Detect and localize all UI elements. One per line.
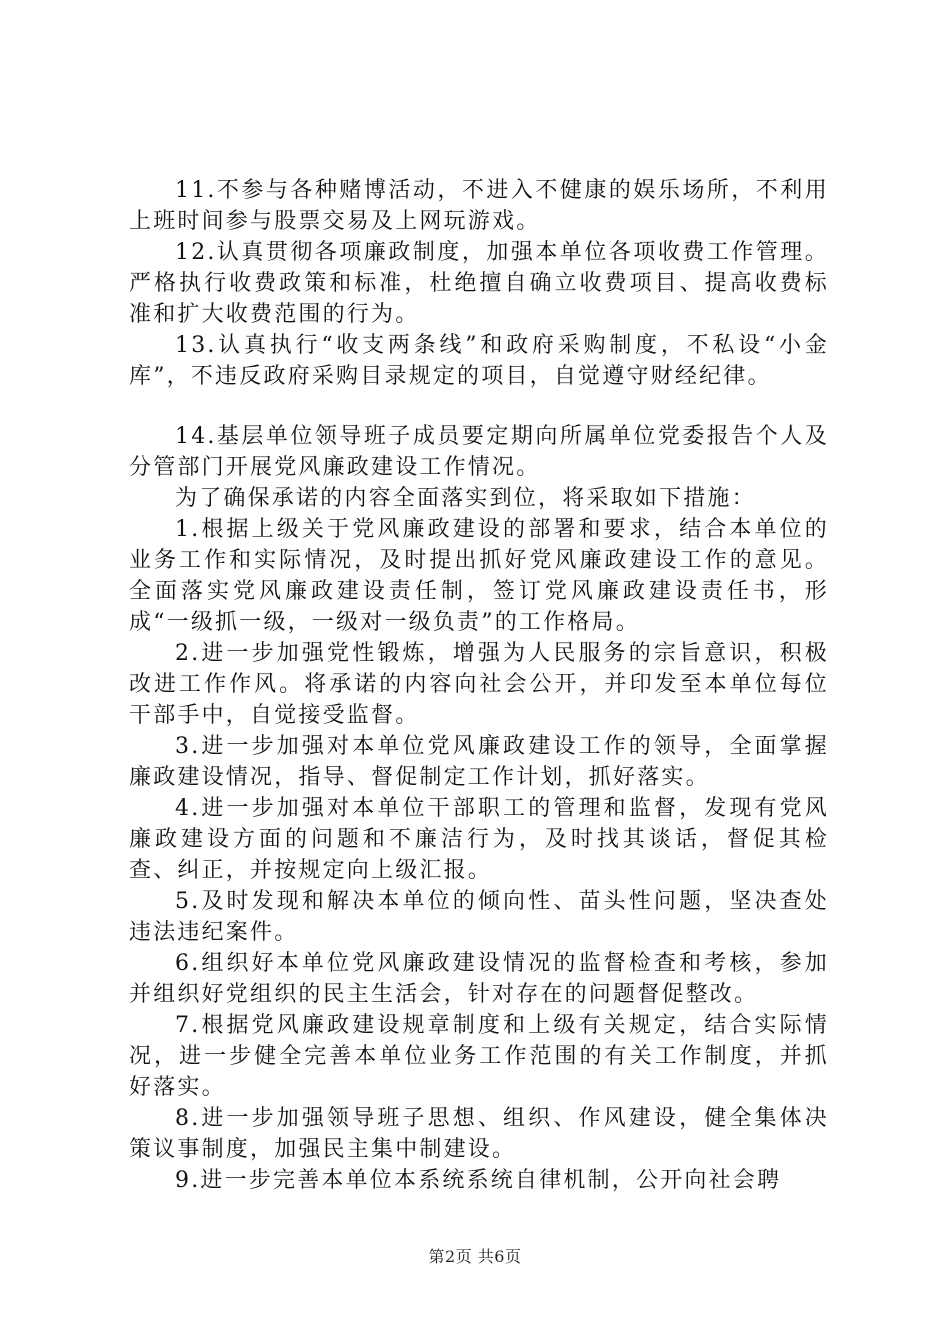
- measure-item-2: 2.进一步加强党性锻炼，增强为人民服务的宗旨意识，积极改进工作作风。将承诺的内容向社会公开，并印发至本单位每位干部手中，自觉接受监督。: [129, 641, 829, 728]
- paragraph-item-13: 13.认真执行“收支两条线”和政府采购制度，不私设“小金库”，不违反政府采购目录规定的项目，自觉遵守财经纪律。: [129, 333, 829, 389]
- measure-item-9: 9.进一步完善本单位本系统系统自律机制，公开向社会聘: [175, 1168, 782, 1193]
- measure-item-3: 3.进一步加强对本单位党风廉政建设工作的领导，全面掌握廉政建设情况，指导、督促制定工作计划，抓好落实。: [129, 734, 829, 790]
- measure-item-8: 8.进一步加强领导班子思想、组织、作风建设，健全集体决策议事制度，加强民主集中制建设。: [129, 1106, 829, 1162]
- measure-item-6: 6.组织好本单位党风廉政建设情况的监督检查和考核，参加并组织好党组织的民主生活会，针对存在的问题督促整改。: [129, 951, 829, 1007]
- measures-intro: 为了确保承诺的内容全面落实到位，将采取如下措施：: [175, 486, 756, 511]
- measure-item-1: 1.根据上级关于党风廉政建设的部署和要求，结合本单位的业务工作和实际情况，及时提出抓好党风廉政建设工作的意见。全面落实党风廉政建设责任制，签订党风廉政建设责任书，形成“一级抓一级，一级对一级负责”的工作格局。: [129, 517, 829, 635]
- paragraph-item-11: 11.不参与各种赌博活动，不进入不健康的娱乐场所，不利用上班时间参与股票交易及上网玩游戏。: [129, 178, 829, 234]
- measure-item-5: 5.及时发现和解决本单位的倾向性、苗头性问题，坚决查处违法违纪案件。: [129, 889, 829, 945]
- paragraph-item-14: 14.基层单位领导班子成员要定期向所属单位党委报告个人及分管部门开展党风廉政建设工作情况。: [129, 424, 829, 480]
- document-body: [129, 175, 829, 1196]
- paragraph-item-12: 12.认真贯彻各项廉政制度，加强本单位各项收费工作管理。严格执行收费政策和标准，杜绝擅自确立收费项目、提高收费标准和扩大收费范围的行为。: [129, 240, 829, 327]
- measure-item-4: 4.进一步加强对本单位干部职工的管理和监督，发现有党风廉政建设方面的问题和不廉洁行为，及时找其谈话，督促其检查、纠正，并按规定向上级汇报。: [129, 796, 829, 883]
- page-number-footer: 第2页 共6页: [428, 1247, 522, 1266]
- measure-item-7: 7.根据党风廉政建设规章制度和上级有关规定，结合实际情况，进一步健全完善本单位业务工作范围的有关工作制度，并抓好落实。: [129, 1013, 829, 1100]
